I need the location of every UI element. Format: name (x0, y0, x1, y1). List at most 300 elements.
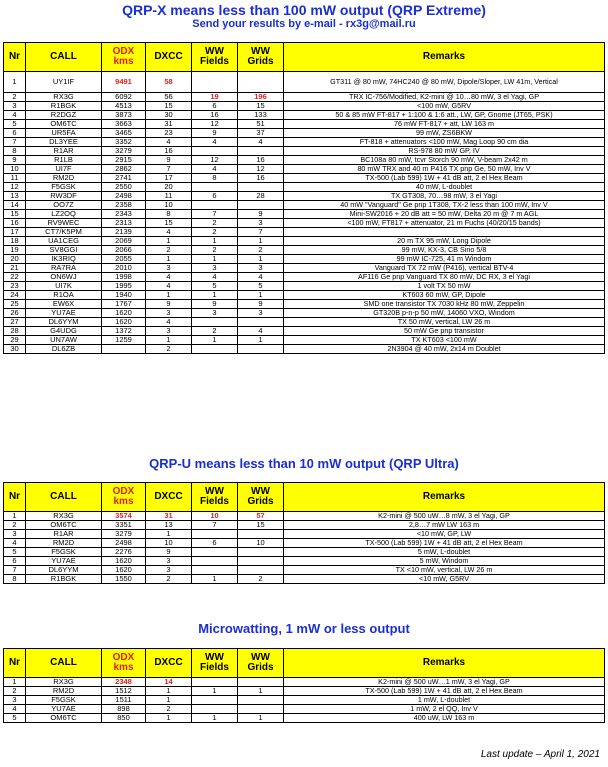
cell-odx: 3663 (102, 120, 146, 129)
cell-grids: 1 (238, 687, 284, 696)
table-row (4, 174, 605, 183)
cell-nr: 8 (4, 575, 26, 584)
cell-odx: 3279 (102, 530, 146, 539)
cell-odx: 3574 (102, 512, 146, 521)
cell-fields: 16 (192, 111, 238, 120)
cell-dxcc: 20 (146, 183, 192, 192)
table-row (4, 548, 605, 557)
cell-grids (238, 705, 284, 714)
table-row (4, 120, 605, 129)
cell-call: DL6YYM (26, 318, 102, 327)
cell-grids: 12 (238, 165, 284, 174)
cell-grids: 2 (238, 575, 284, 584)
cell-grids: 5 (238, 282, 284, 291)
cell-remarks: TX-500 (Lab 599) 1W + 41 dB att, 2 el Hex Beam (284, 539, 605, 548)
cell-nr: 12 (4, 183, 26, 192)
cell-grids: 1 (238, 237, 284, 246)
cell-dxcc: 4 (146, 282, 192, 291)
cell-odx: 2498 (102, 539, 146, 548)
cell-grids: 3 (238, 264, 284, 273)
cell-fields (192, 678, 238, 687)
cell-fields: 2 (192, 228, 238, 237)
cell-remarks: 80 mW TRX and 40 m P416 TX pnp Ge, 50 mW, Inv V (284, 165, 605, 174)
cell-grids: 51 (238, 120, 284, 129)
cell-call: F5GSK (26, 548, 102, 557)
cell-call: RW3DF (26, 192, 102, 201)
cell-dxcc: 1 (146, 687, 192, 696)
cell-fields: 7 (192, 210, 238, 219)
cell-call: R1BGK (26, 102, 102, 111)
cell-grids: 16 (238, 156, 284, 165)
cell-nr: 15 (4, 210, 26, 219)
cell-odx: 1620 (102, 309, 146, 318)
column-header-call: CALL (26, 43, 102, 72)
cell-remarks: 76 mW FT-817 + att, LW 163 m (284, 120, 605, 129)
cell-nr: 4 (4, 111, 26, 120)
cell-call: RX3G (26, 93, 102, 102)
cell-dxcc: 13 (146, 521, 192, 530)
cell-nr: 19 (4, 246, 26, 255)
cell-remarks: 2,8…7 mW LW 163 m (284, 521, 605, 530)
qrpx-table-header (4, 43, 605, 72)
last-update: Last update – April 1, 2021 (480, 749, 600, 760)
cell-fields: 9 (192, 129, 238, 138)
cell-odx: 2139 (102, 228, 146, 237)
column-header-dxcc: DXCC (146, 649, 192, 678)
cell-grids (238, 183, 284, 192)
cell-grids (238, 318, 284, 327)
cell-fields: 3 (192, 264, 238, 273)
cell-remarks: Vanguard TX 72 mW (P416), vertical BTV-4 (284, 264, 605, 273)
cell-fields (192, 530, 238, 539)
cell-call: OO7Z (26, 201, 102, 210)
cell-fields (192, 345, 238, 354)
cell-odx: 3351 (102, 521, 146, 530)
cell-odx: 1620 (102, 318, 146, 327)
cell-nr: 7 (4, 566, 26, 575)
cell-nr: 17 (4, 228, 26, 237)
cell-odx: 2313 (102, 219, 146, 228)
table-row (4, 345, 605, 354)
cell-grids: 15 (238, 102, 284, 111)
cell-call: G4UDG (26, 327, 102, 336)
cell-dxcc: 1 (146, 336, 192, 345)
cell-fields: 1 (192, 255, 238, 264)
cell-call: F5GSK (26, 183, 102, 192)
cell-call: UA1CEG (26, 237, 102, 246)
qrpu-title: QRP-U means less than 10 mW output (QRP Ultra) (149, 456, 459, 471)
cell-nr: 11 (4, 174, 26, 183)
cell-dxcc: 8 (146, 210, 192, 219)
cell-nr: 1 (4, 72, 26, 93)
column-header-dxcc: DXCC (146, 483, 192, 512)
cell-nr: 2 (4, 521, 26, 530)
cell-dxcc: 10 (146, 539, 192, 548)
cell-fields: 2 (192, 246, 238, 255)
cell-call: UY1IF (26, 72, 102, 93)
table-row (4, 156, 605, 165)
cell-odx: 898 (102, 705, 146, 714)
cell-dxcc: 1 (146, 714, 192, 723)
cell-remarks: TX <10 mW, vertical, LW 26 m (284, 566, 605, 575)
table-row (4, 282, 605, 291)
cell-call: R1AR (26, 530, 102, 539)
cell-grids (238, 678, 284, 687)
cell-dxcc: 3 (146, 566, 192, 575)
cell-dxcc: 9 (146, 156, 192, 165)
table-row (4, 165, 605, 174)
column-header-odx: ODX kms (102, 43, 146, 72)
cell-odx: 2550 (102, 183, 146, 192)
cell-remarks: 99 mW IC-725, 41 m Windom (284, 255, 605, 264)
column-header-dxcc: DXCC (146, 43, 192, 72)
micro-table-header (4, 649, 605, 678)
cell-odx: 2055 (102, 255, 146, 264)
cell-grids: 7 (238, 228, 284, 237)
cell-call: SV8GGI (26, 246, 102, 255)
table-row (4, 566, 605, 575)
cell-remarks: GT320B p-n-p 50 mW, 14060 VXO, Windom (284, 309, 605, 318)
cell-call: OM6TC (26, 521, 102, 530)
qrpx-table (3, 42, 605, 354)
table-row (4, 264, 605, 273)
cell-grids (238, 72, 284, 93)
cell-call: RX3G (26, 678, 102, 687)
cell-grids: 9 (238, 210, 284, 219)
cell-nr: 21 (4, 264, 26, 273)
qrpu-table (3, 482, 605, 584)
micro-table-body (4, 678, 605, 723)
cell-remarks: 400 uW, LW 163 m (284, 714, 605, 723)
column-header-odx: ODX kms (102, 483, 146, 512)
cell-remarks: 50 & 85 mW FT-817 + 1:100 & 1:6 att., LW, GP, Gnome (JT65, PSK) (284, 111, 605, 120)
cell-dxcc: 17 (146, 174, 192, 183)
cell-remarks: RS-978 80 mW GP, IV (284, 147, 605, 156)
table-row (4, 255, 605, 264)
cell-odx: 2343 (102, 210, 146, 219)
cell-fields: 6 (192, 192, 238, 201)
qrpu-table-header (4, 483, 605, 512)
column-header-grids: WW Grids (238, 43, 284, 72)
cell-call: ON6WJ (26, 273, 102, 282)
table-row (4, 273, 605, 282)
cell-odx: 1550 (102, 575, 146, 584)
column-header-remarks: Remarks (284, 483, 605, 512)
column-header-fields: WW Fields (192, 649, 238, 678)
cell-fields: 1 (192, 291, 238, 300)
cell-odx: 1998 (102, 273, 146, 282)
cell-odx: 850 (102, 714, 146, 723)
cell-call: RX3G (26, 512, 102, 521)
column-header-fields: WW Fields (192, 43, 238, 72)
cell-odx: 3465 (102, 129, 146, 138)
cell-dxcc: 23 (146, 129, 192, 138)
cell-remarks: K2-mini @ 500 uW…1 mW, 3 el Yagi, GP (284, 678, 605, 687)
table-row (4, 336, 605, 345)
cell-odx: 2358 (102, 201, 146, 210)
cell-remarks: 1 mW, L-doublet (284, 696, 605, 705)
cell-fields: 6 (192, 539, 238, 548)
cell-grids (238, 557, 284, 566)
cell-dxcc: 56 (146, 93, 192, 102)
cell-nr: 13 (4, 192, 26, 201)
cell-call: R1AR (26, 147, 102, 156)
column-header-call: CALL (26, 649, 102, 678)
cell-grids (238, 696, 284, 705)
cell-call: R1LB (26, 156, 102, 165)
cell-grids: 4 (238, 138, 284, 147)
cell-grids: 28 (238, 192, 284, 201)
column-header-nr: Nr (4, 649, 26, 678)
table-row (4, 219, 605, 228)
cell-fields (192, 318, 238, 327)
column-header-fields: WW Fields (192, 483, 238, 512)
table-row (4, 575, 605, 584)
table-row (4, 210, 605, 219)
column-header-remarks: Remarks (284, 43, 605, 72)
cell-odx: 9491 (102, 72, 146, 93)
cell-remarks: K2-mini @ 500 uW…8 mW, 3 el Yagi, GP (284, 512, 605, 521)
table-row (4, 129, 605, 138)
cell-call: RA7RA (26, 264, 102, 273)
table-row (4, 192, 605, 201)
cell-nr: 23 (4, 282, 26, 291)
table-row (4, 309, 605, 318)
cell-nr: 22 (4, 273, 26, 282)
cell-call: UN7AW (26, 336, 102, 345)
cell-call: DL6YYM (26, 566, 102, 575)
cell-grids: 133 (238, 111, 284, 120)
cell-grids (238, 530, 284, 539)
table-row (4, 237, 605, 246)
cell-remarks: BC108a 80 mW, tcvr Storch 90 mW, V-beam 2x42 m (284, 156, 605, 165)
cell-nr: 9 (4, 156, 26, 165)
table-row (4, 705, 605, 714)
table-row (4, 246, 605, 255)
cell-nr: 14 (4, 201, 26, 210)
cell-nr: 28 (4, 327, 26, 336)
cell-fields: 12 (192, 156, 238, 165)
cell-call: F5GSK (26, 696, 102, 705)
cell-nr: 6 (4, 129, 26, 138)
cell-remarks: GT311 @ 80 mW, 74HC240 @ 80 mW, Dipole/Sloper, LW 41m, Vertical (284, 72, 605, 93)
cell-nr: 5 (4, 714, 26, 723)
column-header-nr: Nr (4, 43, 26, 72)
cell-nr: 10 (4, 165, 26, 174)
cell-remarks: 2N3904 @ 40 mW, 2x14 m Doublet (284, 345, 605, 354)
cell-remarks: TX KT603 <100 mW (284, 336, 605, 345)
cell-fields: 7 (192, 521, 238, 530)
page-subtitle: Send your results by e-mail - rx3g@mail.ru (192, 18, 416, 30)
cell-odx: 1940 (102, 291, 146, 300)
cell-call: EW6X (26, 300, 102, 309)
cell-grids: 37 (238, 129, 284, 138)
cell-dxcc: 1 (146, 255, 192, 264)
column-header-call: CALL (26, 483, 102, 512)
cell-grids: 9 (238, 300, 284, 309)
table-row (4, 539, 605, 548)
cell-nr: 16 (4, 219, 26, 228)
cell-odx: 2862 (102, 165, 146, 174)
cell-fields (192, 147, 238, 156)
table-row (4, 111, 605, 120)
cell-call: DL3YEE (26, 138, 102, 147)
cell-dxcc: 2 (146, 345, 192, 354)
cell-dxcc: 14 (146, 678, 192, 687)
cell-fields: 6 (192, 102, 238, 111)
cell-odx: 1995 (102, 282, 146, 291)
cell-remarks (284, 228, 605, 237)
table-row (4, 102, 605, 111)
cell-call: LZ2OQ (26, 210, 102, 219)
cell-remarks: TRX IC-756/Modified, K2-mini @ 10…80 mW, 3 el Yagi, GP (284, 93, 605, 102)
cell-fields: 1 (192, 575, 238, 584)
table-row (4, 183, 605, 192)
cell-nr: 18 (4, 237, 26, 246)
cell-remarks: 5 mW, Windom (284, 557, 605, 566)
cell-remarks: AF116 Ge pnp Vanguard TX 80 mW, DC RX, 3 el Yagi (284, 273, 605, 282)
cell-remarks: 99 mW, ZS6BKW (284, 129, 605, 138)
cell-odx: 6092 (102, 93, 146, 102)
cell-grids: 3 (238, 309, 284, 318)
cell-nr: 5 (4, 548, 26, 557)
qrpx-table-body (4, 72, 605, 354)
cell-call: OM6TC (26, 120, 102, 129)
table-row (4, 72, 605, 93)
cell-odx: 3279 (102, 147, 146, 156)
cell-call: RM2D (26, 687, 102, 696)
cell-remarks: <10 mW, GP, LW (284, 530, 605, 539)
cell-odx: 2066 (102, 246, 146, 255)
column-header-odx: ODX kms (102, 649, 146, 678)
table-row (4, 696, 605, 705)
cell-call: R2DGZ (26, 111, 102, 120)
cell-nr: 7 (4, 138, 26, 147)
cell-dxcc: 58 (146, 72, 192, 93)
cell-odx: 1511 (102, 696, 146, 705)
table-row (4, 512, 605, 521)
cell-dxcc: 9 (146, 300, 192, 309)
cell-nr: 2 (4, 93, 26, 102)
cell-odx: 1620 (102, 557, 146, 566)
cell-fields: 19 (192, 93, 238, 102)
cell-odx: 1372 (102, 327, 146, 336)
cell-odx: 1620 (102, 566, 146, 575)
cell-fields (192, 705, 238, 714)
cell-nr: 2 (4, 687, 26, 696)
cell-remarks: 40 mW "Vanguard" Ge pnp 1T308, TX-2 less than 100 mW, Inv V (284, 201, 605, 210)
cell-odx: 3873 (102, 111, 146, 120)
cell-call: R1OA (26, 291, 102, 300)
cell-fields (192, 183, 238, 192)
table-row (4, 687, 605, 696)
column-header-nr: Nr (4, 483, 26, 512)
cell-call: UI7K (26, 282, 102, 291)
cell-dxcc: 10 (146, 201, 192, 210)
cell-nr: 5 (4, 120, 26, 129)
cell-call: UI7F (26, 165, 102, 174)
cell-dxcc: 2 (146, 705, 192, 714)
table-row (4, 678, 605, 687)
cell-remarks: TX GT308, 70…98 mW, 3 el Yagi (284, 192, 605, 201)
cell-fields: 10 (192, 512, 238, 521)
cell-remarks: TX 50 mW, vertical, LW 26 m (284, 318, 605, 327)
column-header-grids: WW Grids (238, 483, 284, 512)
table-row (4, 318, 605, 327)
cell-fields: 1 (192, 687, 238, 696)
table-row (4, 228, 605, 237)
cell-remarks: <100 mW, FT817 + attenuator, 21 m Fuchs (40/20/15 bands) (284, 219, 605, 228)
column-header-grids: WW Grids (238, 649, 284, 678)
cell-call: OM6TC (26, 714, 102, 723)
cell-remarks: TX-500 (Lab 599) 1W + 41 dB att, 2 el Hex Beam (284, 687, 605, 696)
cell-dxcc: 1 (146, 530, 192, 539)
cell-fields: 2 (192, 327, 238, 336)
cell-dxcc: 3 (146, 309, 192, 318)
cell-grids: 1 (238, 336, 284, 345)
cell-nr: 3 (4, 102, 26, 111)
cell-odx: 1512 (102, 687, 146, 696)
cell-remarks: <10 mW, G5RV (284, 575, 605, 584)
cell-grids: 196 (238, 93, 284, 102)
cell-grids: 2 (238, 246, 284, 255)
cell-call: YU7AE (26, 309, 102, 318)
table-row (4, 291, 605, 300)
cell-dxcc: 15 (146, 102, 192, 111)
cell-remarks: 1 volt TX 50 mW (284, 282, 605, 291)
cell-odx: 1259 (102, 336, 146, 345)
cell-fields: 1 (192, 714, 238, 723)
cell-call: RM2D (26, 539, 102, 548)
cell-fields: 4 (192, 273, 238, 282)
cell-dxcc: 30 (146, 111, 192, 120)
cell-odx: 4513 (102, 102, 146, 111)
cell-dxcc: 31 (146, 120, 192, 129)
cell-dxcc: 7 (146, 165, 192, 174)
cell-nr: 3 (4, 696, 26, 705)
cell-remarks: 5 mW, L-doublet (284, 548, 605, 557)
cell-call: CT7/K5PM (26, 228, 102, 237)
cell-fields: 8 (192, 174, 238, 183)
cell-nr: 4 (4, 539, 26, 548)
cell-fields: 1 (192, 237, 238, 246)
table-row (4, 521, 605, 530)
cell-call: UR5FA (26, 129, 102, 138)
table-row (4, 530, 605, 539)
page-title: QRP-X means less than 100 mW output (QRP Extreme) (122, 2, 486, 18)
cell-grids: 1 (238, 255, 284, 264)
cell-dxcc: 3 (146, 327, 192, 336)
cell-odx: 2915 (102, 156, 146, 165)
cell-grids: 4 (238, 327, 284, 336)
cell-grids (238, 566, 284, 575)
cell-nr: 25 (4, 300, 26, 309)
cell-remarks: Mini-SW2016 + 20 dB att = 50 mW, Delta 20 m @ 7 m AGL (284, 210, 605, 219)
micro-title: Microwatting, 1 mW or less output (198, 621, 410, 636)
table-row (4, 327, 605, 336)
table-row (4, 138, 605, 147)
cell-dxcc: 4 (146, 318, 192, 327)
cell-grids (238, 345, 284, 354)
cell-fields (192, 566, 238, 575)
cell-dxcc: 15 (146, 219, 192, 228)
cell-odx: 1767 (102, 300, 146, 309)
column-header-remarks: Remarks (284, 649, 605, 678)
cell-dxcc: 16 (146, 147, 192, 156)
cell-nr: 29 (4, 336, 26, 345)
cell-grids: 3 (238, 219, 284, 228)
table-row (4, 93, 605, 102)
